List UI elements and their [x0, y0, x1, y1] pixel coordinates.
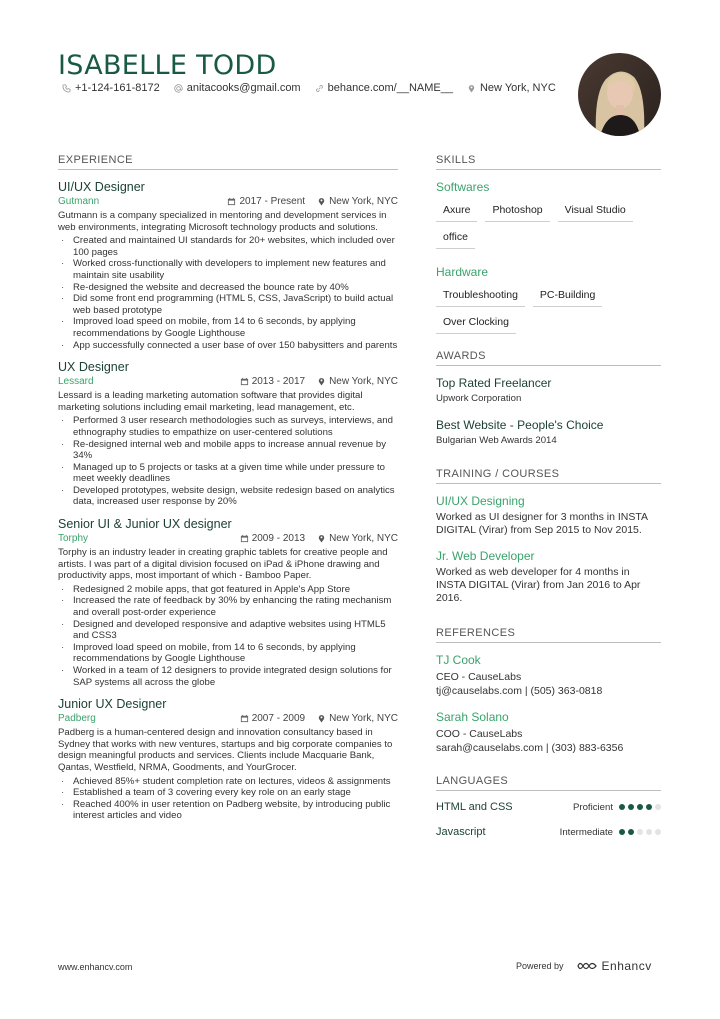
contact-info [62, 82, 556, 94]
job-company: Torphy [58, 533, 89, 545]
job-bullet: · Designed and developed responsive and adaptive websites using HTML5 and CSS3 [58, 619, 398, 642]
job-bullets [58, 776, 398, 822]
language-name: Javascript [436, 826, 486, 838]
location-pin-icon [317, 534, 326, 543]
job-bullet: · Re-designed the website and decreased the bounce rate by 40% [58, 282, 398, 294]
footer-branding [516, 959, 652, 973]
job-meta [58, 196, 398, 207]
skills-heading: SKILLS [436, 154, 661, 170]
location-pin-icon [317, 197, 326, 206]
candidate-name: ISABELLE TODD [58, 50, 277, 81]
job-description: Gutmann is a company specialized in mentoring and development services in web environments, integrating Microsoft technology products and solutions. [58, 210, 387, 233]
job-location: New York, NYC [329, 376, 398, 388]
skill-tag: Photoshop [485, 200, 549, 222]
location-text: New York, NYC [479, 82, 556, 94]
skill-group-title: Softwares [436, 180, 490, 194]
course-title: Jr. Web Developer [436, 549, 535, 563]
job-bullets [58, 415, 398, 508]
profile-photo [578, 53, 661, 136]
job-company: Padberg [58, 713, 96, 725]
language-entry [436, 826, 661, 838]
job-dates: 2007 - 2009 [251, 713, 306, 725]
references-heading: REFERENCES [436, 627, 661, 643]
language-level: Intermediate [559, 826, 613, 838]
language-entry [436, 801, 661, 813]
job-title: Senior UI & Junior UX designer [58, 517, 232, 532]
skill-tag: Over Clocking [436, 312, 516, 334]
phone-icon [62, 84, 71, 93]
job-entry [58, 517, 398, 688]
course-description: Worked as web developer for 4 months in INSTA DIGITAL (Virar) from Jan 2016 to Apr 2016. [436, 566, 641, 604]
award-title: Top Rated Freelancer [436, 376, 552, 390]
language-rating [619, 829, 661, 835]
job-title: UX Designer [58, 360, 129, 375]
email-text[interactable]: anitacooks@gmail.com [186, 82, 301, 94]
awards-heading: AWARDS [436, 350, 661, 366]
at-icon [174, 84, 183, 93]
job-title: UI/UX Designer [58, 180, 145, 194]
job-meta [58, 376, 398, 387]
rating-dot [637, 804, 643, 810]
reference-contact[interactable]: sarah@causelabs.com | (303) 883-6356 [436, 742, 624, 754]
job-company: Gutmann [58, 196, 100, 207]
brand-name: Enhancv [601, 959, 652, 973]
job-bullet: · Worked in a team of 12 designers to provide integrated design solutions for SAP systems all across the globe [58, 665, 398, 688]
experience-heading: EXPERIENCE [58, 154, 398, 170]
job-description: Lessard is a leading marketing automation software that provides digital marketing solutions including email marketing, lead management, etc. [58, 390, 363, 413]
job-dates: 2013 - 2017 [251, 376, 306, 388]
job-bullet: · Increased the rate of feedback by 30% by enhancing the rating mechanism and overall post-order experience [58, 595, 398, 618]
website-text[interactable]: behance.com/__NAME__ [327, 82, 453, 94]
job-bullet: · Redesigned 2 mobile apps, that got featured in Apple's App Store [58, 584, 398, 596]
calendar-icon [227, 197, 236, 206]
language-name: HTML and CSS [436, 801, 513, 813]
footer-website[interactable]: www.enhancv.com [58, 962, 133, 972]
skill-group-title: Hardware [436, 265, 489, 279]
calendar-icon [240, 714, 249, 723]
job-description: Padberg is a human-centered design and innovation consultancy based in Sydney that works with new ventures, startups and big corporate companies to design meaningful products and services. Clients include Macquarie Bank, Qantas, Westfield, NRMA, Goodments, and YourGrocer. [58, 727, 393, 773]
rating-dot [637, 829, 643, 835]
job-location: New York, NYC [329, 196, 398, 207]
job-location: New York, NYC [329, 533, 398, 545]
contact-phone [62, 82, 160, 94]
job-bullet: · Performed 3 user research methodologies such as surveys, interviews, and ethnography studies to empathize on user-centered solutions [58, 415, 398, 438]
location-pin-icon [317, 714, 326, 723]
job-entry [58, 360, 398, 508]
left-column [58, 154, 398, 831]
enhancv-logo[interactable] [576, 959, 652, 973]
location-pin-icon [317, 377, 326, 386]
job-bullet: · Improved load speed on mobile, from 14 to 6 seconds, by applying recommendations by Google Lighthouse [58, 316, 398, 339]
reference-role: CEO - CauseLabs [436, 671, 522, 683]
reference-entry [436, 653, 661, 698]
job-bullet: · Worked cross-functionally with developers to implement new features and maintain site usability [58, 258, 398, 281]
language-level: Proficient [573, 801, 613, 813]
job-description: Torphy is an industry leader in creating graphic tablets for creative people and artists. I was part of a digital division focused on iPad & iPhone drawing and productivity apps, most important of which - Bamboo Paper. [58, 547, 388, 582]
job-bullets [58, 584, 398, 688]
job-bullet: · Re-designed internal web and mobile apps to increase annual revenue by 34% [58, 439, 398, 462]
location-pin-icon [467, 84, 476, 93]
job-bullet: · App successfully connected a user base of over 150 babysitters and parents [58, 340, 398, 352]
phone-text[interactable]: +1-124-161-8172 [75, 82, 160, 94]
course-entry [436, 549, 661, 605]
job-bullet: · Did some front end programming (HTML 5, CSS, JavaScript) to build actual web based prototype [58, 293, 398, 316]
skill-tags [436, 285, 661, 334]
skill-tag: Axure [436, 200, 477, 222]
job-bullet: · Improved load speed on mobile, from 14 to 6 seconds, by applying recommendations by Google Lighthouse [58, 642, 398, 665]
skill-tag: Troubleshooting [436, 285, 525, 307]
job-company: Lessard [58, 376, 94, 388]
award-issuer: Bulgarian Web Awards 2014 [436, 435, 557, 446]
reference-contact[interactable]: tj@causelabs.com | (505) 363-0818 [436, 685, 603, 697]
rating-dot [628, 804, 634, 810]
award-issuer: Upwork Corporation [436, 393, 522, 404]
job-entry [58, 697, 398, 822]
award-entry [436, 376, 661, 404]
skill-tag: PC-Building [533, 285, 602, 307]
reference-role: COO - CauseLabs [436, 728, 523, 740]
job-dates: 2017 - Present [239, 196, 306, 207]
job-bullet: · Managed up to 5 projects or tasks at a given time while under pressure to meet weekly deadlines [58, 462, 398, 485]
job-meta [58, 533, 398, 544]
job-title: Junior UX Designer [58, 697, 167, 712]
calendar-icon [240, 534, 249, 543]
powered-by-label: Powered by [516, 961, 564, 971]
rating-dot [619, 804, 625, 810]
job-dates: 2009 - 2013 [251, 533, 306, 545]
course-title: UI/UX Designing [436, 494, 525, 508]
language-rating [619, 804, 661, 810]
reference-name: TJ Cook [436, 653, 481, 667]
job-location: New York, NYC [329, 713, 398, 725]
rating-dot [646, 829, 652, 835]
rating-dot [628, 829, 634, 835]
contact-location [467, 82, 556, 94]
reference-name: Sarah Solano [436, 710, 509, 724]
skill-tag: Visual Studio [558, 200, 633, 222]
contact-website [315, 82, 453, 94]
link-icon [315, 84, 324, 93]
job-entry [58, 180, 398, 351]
job-bullets [58, 235, 398, 351]
skill-tags [436, 200, 661, 249]
rating-dot [655, 804, 661, 810]
award-entry [436, 418, 661, 446]
job-bullet: · Reached 400% in user retention on Padberg website, by introducing public interest articles and video [58, 799, 398, 822]
reference-entry [436, 710, 661, 755]
right-column [436, 154, 661, 851]
job-meta [58, 713, 398, 724]
job-bullet: · Developed prototypes, website design, website redesign based on analytics data, increased user response by 20% [58, 485, 398, 508]
job-bullet: · Achieved 85%+ student completion rate on lectures, videos & assignments [58, 776, 398, 788]
award-title: Best Website - People's Choice [436, 418, 604, 432]
job-bullet: · Established a team of 3 covering every key role on an early stage [58, 787, 398, 799]
contact-email [174, 82, 301, 94]
course-description: Worked as UI designer for 3 months in INSTA DIGITAL (Virar) from Sep 2015 to Nov 2015. [436, 511, 648, 536]
job-bullet: · Created and maintained UI standards for 20+ websites, which included over 100 pages [58, 235, 398, 258]
skill-tag: office [436, 227, 475, 249]
rating-dot [619, 829, 625, 835]
languages-heading: LANGUAGES [436, 775, 661, 791]
rating-dot [655, 829, 661, 835]
enhancv-logo-icon [576, 960, 598, 972]
course-entry [436, 494, 661, 537]
rating-dot [646, 804, 652, 810]
training-heading: TRAINING / COURSES [436, 468, 661, 484]
calendar-icon [240, 377, 249, 386]
experience-list [58, 180, 398, 822]
